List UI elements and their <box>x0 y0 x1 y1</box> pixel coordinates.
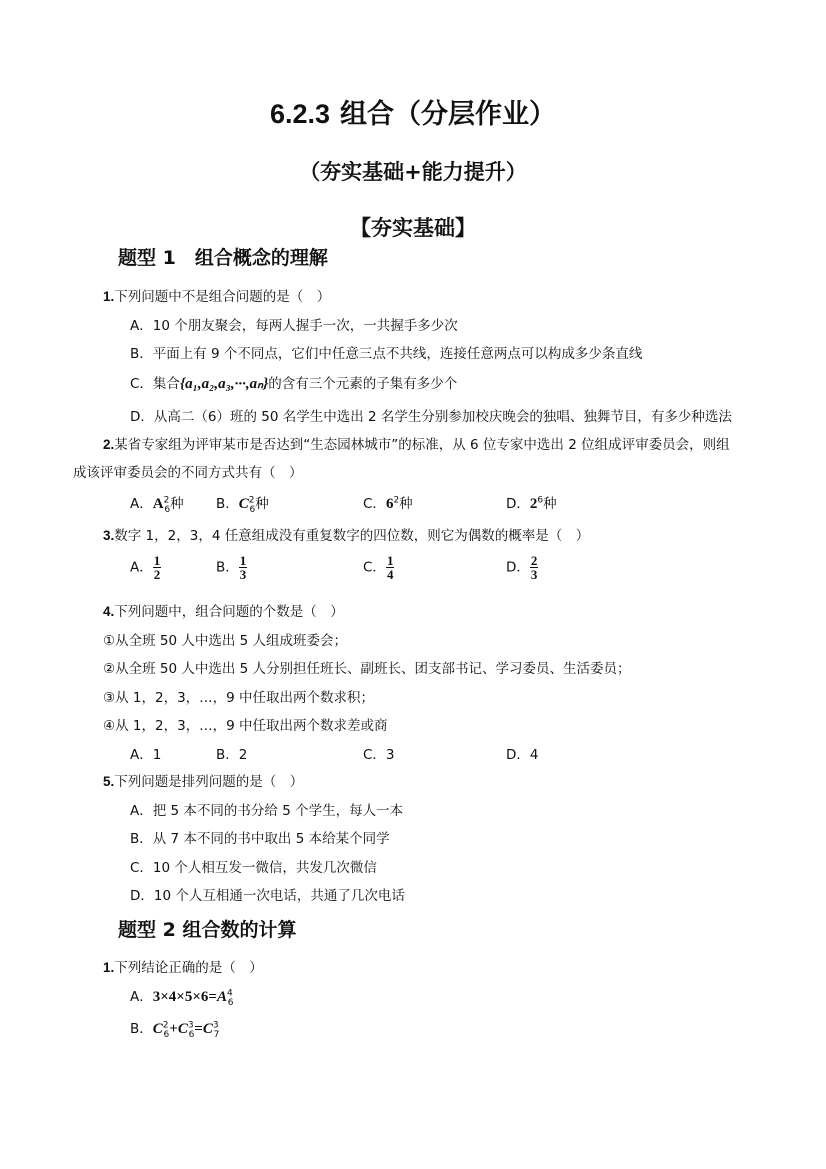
question-1 <box>103 285 330 305</box>
option-label: B． <box>216 559 239 576</box>
q4-item-2: ②从全班 50 人中选出 5 人分别担任班长、副班长、团支部书记、学习委员、生活委员； <box>103 661 631 677</box>
math-symbol: A <box>152 496 164 512</box>
question-stem: 下列问题中，组合问题的个数是（ ） <box>114 604 344 620</box>
question-stem: 下列问题中不是组合问题的是（ ） <box>114 289 331 305</box>
option-unit: 种 <box>399 496 413 512</box>
option-unit: 种 <box>170 496 184 512</box>
numerator: 1 <box>239 553 247 568</box>
option-label: A． <box>130 496 153 512</box>
option-unit: 种 <box>543 496 557 512</box>
option-label: D． <box>506 559 530 576</box>
q4-item-4: ④从 1，2，3，…，9 中任取出两个数求差或商 <box>103 718 388 734</box>
option-label: C． <box>363 559 386 576</box>
numerator: 1 <box>153 553 161 568</box>
t2q1-option-a <box>130 985 233 1008</box>
question-number: 2. <box>103 437 115 452</box>
option-label: D． <box>506 496 530 512</box>
type1-heading: 题型 1 组合概念的理解 <box>118 247 328 269</box>
math-symbol: C <box>202 1021 213 1037</box>
question-stem-line1: 某省专家组为评审某市是否达到“生态园林城市”的标准，从 6 位专家中选出 2 位组成评审委员会，则组 <box>114 437 730 453</box>
math-sup: 2 <box>248 495 255 506</box>
t2q1-option-b <box>130 1017 219 1040</box>
math-symbol: 6 <box>385 496 394 512</box>
option-unit: 种 <box>255 496 269 512</box>
math-expression: 3×4×5×6= <box>152 989 217 1005</box>
question-number: 1. <box>103 289 115 304</box>
type2-heading: 题型 2 组合数的计算 <box>118 919 297 941</box>
math-sub: 6 <box>188 1029 195 1040</box>
math-operator: + <box>169 1021 178 1037</box>
q5-option-a: A．把 5 本不同的书分给 5 个学生，每人一本 <box>130 803 404 819</box>
math-symbol: 2 <box>529 496 538 512</box>
q4-option-b: B．2 <box>216 747 248 763</box>
q3-option-c <box>363 554 394 581</box>
math-symbol: C <box>152 1021 163 1037</box>
math-sup: 4 <box>226 988 233 999</box>
q4-option-c: C．3 <box>363 747 395 763</box>
set-expression: {a₁,a₂,a₃,···,aₙ} <box>179 376 269 392</box>
q4-item-3: ③从 1，2，3，…，9 中任取出两个数求积； <box>103 690 375 706</box>
section-heading: 【夯实基础】 <box>350 216 476 240</box>
q3-option-b <box>216 554 247 581</box>
option-label: A． <box>130 989 153 1005</box>
question-number: 3. <box>103 528 115 543</box>
option-label: B． <box>130 1021 153 1037</box>
question-number: 5. <box>103 774 115 789</box>
question-2 <box>103 433 730 453</box>
q1-option-b: B．平面上有 9 个不同点，它们中任意三点不共线，连接任意两点可以构成多少条直线 <box>130 346 643 362</box>
q5-option-c: C．10 个人相互发一微信，共发几次微信 <box>130 860 377 876</box>
page-subtitle: （夯实基础+能力提升） <box>299 160 527 184</box>
denominator: 2 <box>153 567 161 582</box>
question-stem: 下列结论正确的是（ ） <box>114 960 263 976</box>
math-operator: = <box>194 1021 203 1037</box>
q2-option-b <box>216 492 269 515</box>
math-symbol: A <box>216 989 227 1005</box>
math-sub: 6 <box>249 504 256 515</box>
numerator: 1 <box>386 553 394 568</box>
denominator: 3 <box>239 567 247 582</box>
math-sub: 7 <box>213 1029 220 1040</box>
q4-option-d: D．4 <box>506 747 539 763</box>
fraction <box>153 554 162 581</box>
type2-question-1 <box>103 956 263 976</box>
q4-option-a: A．1 <box>130 747 162 763</box>
q1-option-d: D．从高二（6）班的 50 名学生中选出 2 名学生分别参加校庆晚会的独唱、独舞节目，有多少种选法 <box>130 409 732 425</box>
math-sub: 6 <box>163 1029 170 1040</box>
question-4 <box>103 600 344 620</box>
option-label: A． <box>130 559 153 576</box>
q5-option-b: B．从 7 本不同的书中取出 5 本给某个同学 <box>130 831 390 847</box>
math-sup: 2 <box>163 495 170 506</box>
q2-option-c <box>363 492 413 513</box>
math-sub: 6 <box>227 997 234 1008</box>
q5-option-d: D．10 个人互相通一次电话，共通了几次电话 <box>130 888 405 904</box>
math-sup: 2 <box>162 1020 169 1031</box>
fraction <box>239 554 248 581</box>
math-sup: 2 <box>393 495 400 506</box>
option-label: B． <box>216 496 239 512</box>
question-2-line2: 成该评审委员会的不同方式共有（ ） <box>73 465 303 481</box>
q2-option-d <box>506 492 557 513</box>
math-sup: 3 <box>187 1020 194 1031</box>
q1-option-a: A．10 个朋友聚会，每两人握手一次，一共握手多少次 <box>130 318 458 334</box>
numerator: 2 <box>530 553 538 568</box>
fraction <box>386 554 395 581</box>
q4-item-1: ①从全班 50 人中选出 5 人组成班委会； <box>103 633 348 649</box>
question-stem: 下列问题是排列问题的是（ ） <box>114 774 304 790</box>
denominator: 3 <box>530 567 538 582</box>
title-text: 组合（分层作业） <box>340 99 557 130</box>
question-number: 1. <box>103 960 115 975</box>
question-3 <box>103 524 589 544</box>
math-symbol: C <box>177 1021 188 1037</box>
question-stem: 数字 1，2，3，4 任意组成没有重复数字的四位数，则它为偶数的概率是（ ） <box>114 528 590 544</box>
fraction <box>530 554 539 581</box>
option-label: C． <box>363 496 386 512</box>
q2-option-a <box>130 492 184 515</box>
math-sub: 6 <box>164 504 171 515</box>
option-c-prefix: C．集合 <box>130 376 180 392</box>
q1-option-c <box>130 372 457 393</box>
math-sup: 3 <box>212 1020 219 1031</box>
denominator: 4 <box>386 567 394 582</box>
option-c-suffix: 的含有三个元素的子集有多少个 <box>268 376 458 392</box>
q3-option-d <box>506 554 538 581</box>
question-5 <box>103 770 303 790</box>
q3-option-a <box>130 554 161 581</box>
question-number: 4. <box>103 604 115 619</box>
math-sup: 6 <box>537 495 544 506</box>
page-title <box>0 92 826 131</box>
title-number: 6.2.3 <box>269 99 331 129</box>
math-symbol: C <box>238 496 249 512</box>
